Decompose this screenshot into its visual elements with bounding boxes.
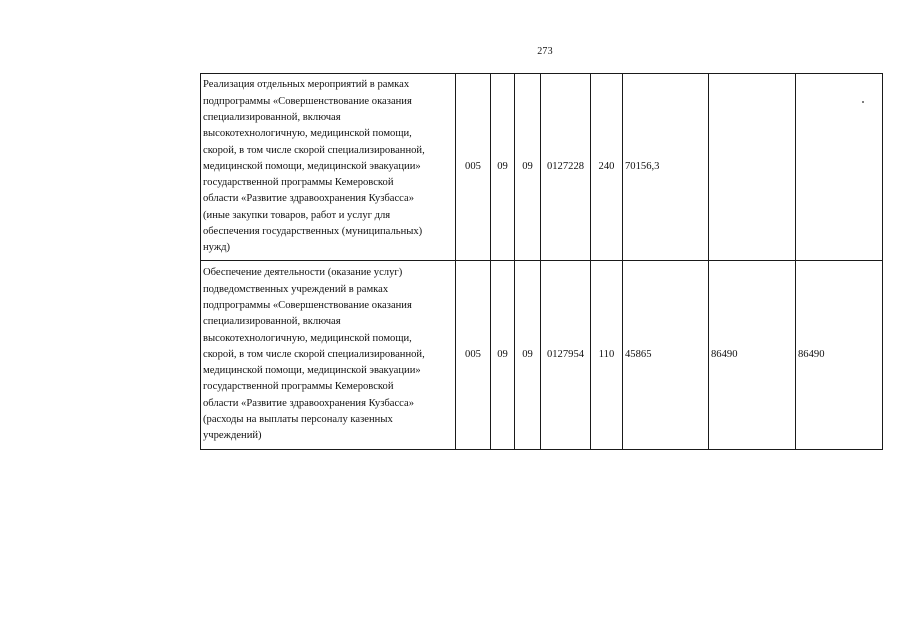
- amount-year-3: 86490: [796, 261, 883, 450]
- subsection-code: 09: [515, 74, 541, 261]
- expense-type-code: 240: [591, 74, 623, 261]
- expense-type-code: 110: [591, 261, 623, 450]
- table-row: [201, 261, 883, 450]
- amount-year-1: 70156,3: [623, 74, 709, 261]
- section-code: 09: [491, 74, 515, 261]
- amount-year-1: 45865: [623, 261, 709, 450]
- amount-year-3: [796, 74, 883, 261]
- table-row: [201, 74, 883, 261]
- amount-year-2: 86490: [709, 261, 796, 450]
- amount-year-2: [709, 74, 796, 261]
- section-code: 09: [491, 261, 515, 450]
- row-description: Реализация отдельных мероприятий в рамках подпрограммы «Совершенствование оказания специализированной, включая высокотехнологичную, медицинской помощи, скорой, в том числе скорой специализированной, медицинской помощи, медицинской эвакуации» государственной программы Кемеровской области «Развитие здравоохранения Кузбасса» (иные закупки товаров, работ и услуг для обеспечения государственных (муниципальных) нужд): [201, 74, 456, 261]
- subsection-code: 09: [515, 261, 541, 450]
- target-article-code: 0127228: [541, 74, 591, 261]
- target-article-code: 0127954: [541, 261, 591, 450]
- scan-speck: [862, 101, 864, 103]
- row-description: Обеспечение деятельности (оказание услуг) подведомственных учреждений в рамках подпрограммы «Совершенствование оказания специализированной, включая высокотехнологичную, медицинской помощи, скорой, в том числе скорой специализированной, медицинской помощи, медицинской эвакуации» государственной программы Кемеровской области «Развитие здравоохранения Кузбасса» (расходы на выплаты персоналу казенных учреждений): [201, 261, 456, 450]
- budget-table: [200, 73, 883, 450]
- ministry-code: 005: [456, 261, 491, 450]
- page-number: 273: [537, 46, 553, 57]
- ministry-code: 005: [456, 74, 491, 261]
